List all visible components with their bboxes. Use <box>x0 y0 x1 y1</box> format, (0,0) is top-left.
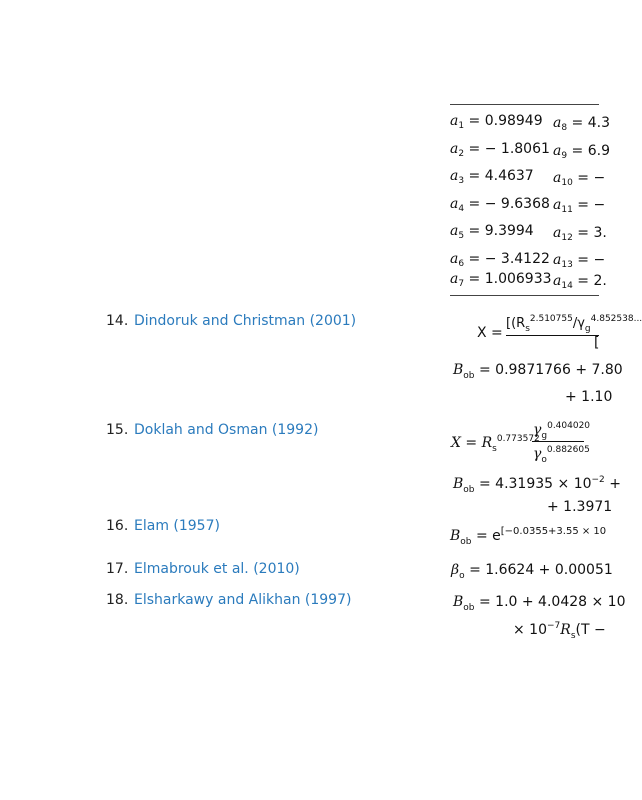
dindoruk-x-denominator: [ <box>594 335 600 351</box>
doklah-frac-denominator: $\gamma_o^{0.882605}$ <box>533 445 590 465</box>
ref-link-doklah[interactable]: Doklah and Osman (1992) <box>134 422 319 438</box>
table-top-rule <box>450 104 599 105</box>
elsharkawy-bob-line1: $B_{ob} = 1.0 + 4.0428 \times 10$ <box>453 594 626 613</box>
elsharkawy-bob-line2: × $10^{-7}R_s(T$ − <box>513 621 606 641</box>
coef-a7: $a_7 = 1.006933$ <box>450 271 552 289</box>
dindoruk-bob-line1: $B_{ob} = 0.9871766 + 7.80$ <box>453 362 623 381</box>
coef-a2: $a_2$ = − 1.8061 <box>450 141 550 159</box>
ref-number-15: 15. <box>106 422 129 438</box>
ref-link-elsharkawy[interactable]: Elsharkawy and Alikhan (1997) <box>134 592 352 608</box>
doklah-bob-line2: + 1.3971 <box>547 499 613 515</box>
coef-a13: $a_{13}$ = − <box>553 252 606 270</box>
coef-a11: $a_{11}$ = − <box>553 197 606 215</box>
coef-a14: $a_{14} = 2$. <box>553 273 607 291</box>
coef-a5: $a_5 = 9.3994$ <box>450 223 534 241</box>
coef-a4: $a_4$ = − 9.6368 <box>450 196 550 214</box>
coef-a12: $a_{12} = 3$. <box>553 225 607 243</box>
doklah-bob-line1: $B_{ob} = 4.31935 \times 10^{-2}$ + <box>453 475 621 495</box>
elmabrouk-beta: $\beta_o = 1.6624 + 0.00051$ <box>451 562 613 581</box>
ref-number-18: 18. <box>106 592 129 608</box>
coef-a8: $a_8 = 4.3$ <box>553 115 610 133</box>
dindoruk-x-fraction-bar <box>506 335 599 336</box>
table-bottom-rule <box>450 295 599 296</box>
ref-number-17: 17. <box>106 561 129 577</box>
ref-link-dindoruk[interactable]: Dindoruk and Christman (2001) <box>134 313 357 329</box>
coef-a9: $a_9 = 6.9$ <box>553 143 610 161</box>
dindoruk-x-lhs: X = <box>477 325 503 341</box>
coef-a10: $a_{10}$ = − <box>553 170 606 188</box>
ref-number-16: 16. <box>106 518 129 534</box>
doklah-x-lhs: $X = R_s^{0.773572}$ <box>451 434 540 454</box>
doklah-fraction-bar <box>532 441 584 442</box>
ref-link-elmabrouk[interactable]: Elmabrouk et al. (2010) <box>134 561 300 577</box>
ref-link-elam[interactable]: Elam (1957) <box>134 518 220 534</box>
ref-number-14: 14. <box>106 313 129 329</box>
doklah-frac-numerator: $\gamma_g^{0.404020}$ <box>533 421 591 441</box>
coef-a6: $a_6$ = − 3.4122 <box>450 251 550 269</box>
elam-bob: $B_{ob} = e^{[-0.0355+3.55 \times 10}$ <box>450 526 607 547</box>
coef-a3: $a_3 = 4.4637$ <box>450 168 534 186</box>
dindoruk-bob-line2: + 1.10 <box>565 389 613 405</box>
dindoruk-x-numerator: [($R_s^{2.510755}/\gamma_g^{4.852538...}$ <box>506 314 642 334</box>
coef-a1: $a_1 = 0.98949$ <box>450 113 543 131</box>
